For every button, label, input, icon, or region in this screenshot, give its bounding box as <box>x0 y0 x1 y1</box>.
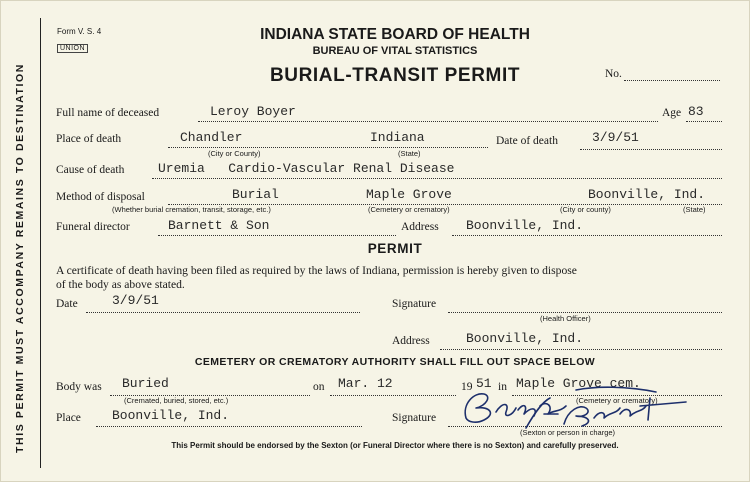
health-officer-caption: (Health Officer) <box>540 314 591 323</box>
sexton-signature-label: Signature <box>392 412 437 424</box>
age-label: Age <box>662 107 682 119</box>
handwritten-signature <box>456 384 696 430</box>
cause-value: Uremia Cardio-Vascular Renal Disease <box>158 161 455 176</box>
burial-cemetery: Maple Grove cem. <box>516 376 641 391</box>
disposal-city-caption: (City or county) <box>560 205 611 214</box>
body-disposition: Buried <box>122 376 169 391</box>
permit-address: Boonville, Ind. <box>466 331 584 346</box>
disposal-label: Method of disposal <box>56 191 145 203</box>
cemetery-heading: CEMETERY OR CREMATORY AUTHORITY SHALL FILL OUT SPACE BELOW <box>194 356 596 368</box>
age-value: 83 <box>688 104 704 119</box>
funeral-director-label: Funeral director <box>56 221 130 233</box>
permit-date-label: Date <box>56 298 78 310</box>
disposal-method: Burial <box>232 187 279 202</box>
burial-date: Mar. 12 <box>338 376 393 391</box>
body-was-label: Body was <box>56 381 102 393</box>
disposal-state-caption: (State) <box>683 205 706 214</box>
permit-title: BURIAL-TRANSIT PERMIT <box>269 65 521 86</box>
place-of-death-label: Place of death <box>56 133 122 145</box>
date-of-death: 3/9/51 <box>592 130 639 145</box>
year-prefix: 19 <box>461 381 473 393</box>
burial-year: 51 <box>476 376 492 391</box>
cemetery-caption: (Cemetery or crematory) <box>576 396 658 405</box>
deceased-name-label: Full name of deceased <box>56 107 160 119</box>
on-label: on <box>313 381 325 393</box>
disposal-cemetery-caption: (Cemetery or crematory) <box>368 205 450 214</box>
permit-no-label: No. <box>605 68 622 80</box>
form-id: Form V. S. 4 <box>57 27 102 36</box>
union-mark: UNION <box>57 44 88 53</box>
cause-label: Cause of death <box>56 164 125 176</box>
death-city-caption: (City or County) <box>208 149 261 158</box>
sexton-caption: (Sexton or person in charge) <box>520 428 616 437</box>
burial-place: Boonville, Ind. <box>112 408 230 423</box>
board-title: INDIANA STATE BOARD OF HEALTH <box>260 26 530 43</box>
in-label: in <box>498 381 507 393</box>
body-disposition-caption: (Cremated, buried, stored, etc.) <box>124 396 229 405</box>
funeral-director-name: Barnett & Son <box>168 218 270 233</box>
date-of-death-label: Date of death <box>496 135 558 147</box>
disposal-location: Boonville, Ind. <box>588 187 706 202</box>
permit-heading: PERMIT <box>367 241 423 256</box>
permit-date: 3/9/51 <box>112 293 159 308</box>
death-state-caption: (State) <box>398 149 421 158</box>
disposal-cemetery: Maple Grove <box>366 187 452 202</box>
permit-signature-label: Signature <box>392 298 437 310</box>
director-address-label: Address <box>401 221 439 233</box>
place-label: Place <box>56 412 81 424</box>
death-city: Chandler <box>180 130 243 145</box>
side-notice: THIS PERMIT MUST ACCOMPANY REMAINS TO DESTINATION <box>14 63 26 453</box>
deceased-name: Leroy Boyer <box>210 104 296 119</box>
permit-address-label: Address <box>392 335 430 347</box>
bureau-title: BUREAU OF VITAL STATISTICS <box>312 45 478 57</box>
director-address: Boonville, Ind. <box>466 218 584 233</box>
permit-text-line-1: A certificate of death having been filed as required by the laws of Indiana, permission is hereby given to dispose <box>56 264 577 277</box>
permit-text-line-2: of the body as above stated. <box>56 278 185 291</box>
permit-no-line <box>624 80 720 81</box>
disposal-method-caption: (Whether burial cremation, transit, storage, etc.) <box>112 205 271 214</box>
death-state: Indiana <box>370 130 425 145</box>
footer-note: This Permit should be endorsed by the Sexton (or Funeral Director where there is no Sexton) and carefully preserved. <box>171 441 619 450</box>
